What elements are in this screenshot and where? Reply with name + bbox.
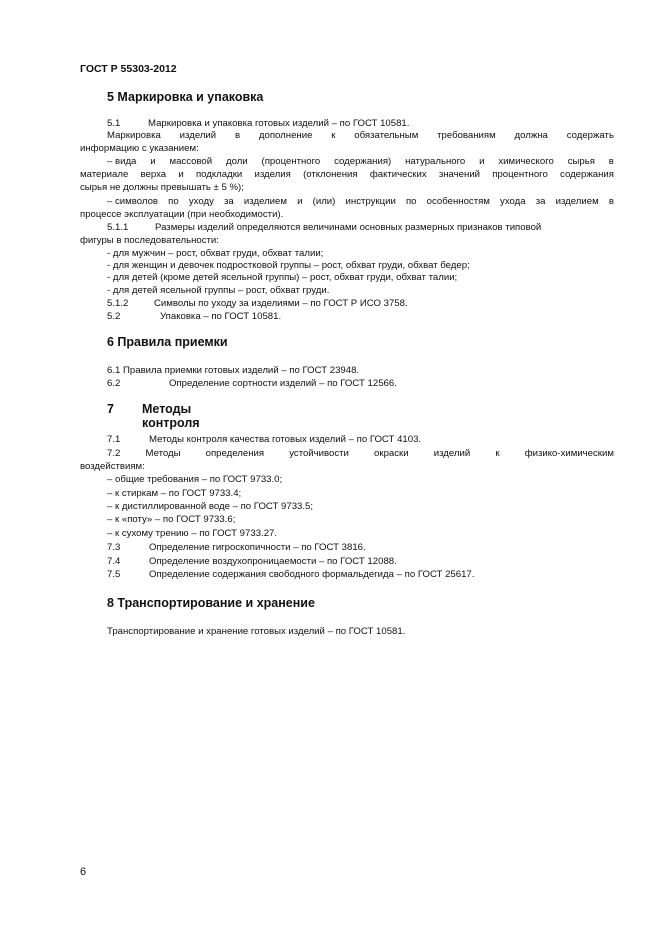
word: изделием — [243, 196, 287, 207]
word: химического — [498, 156, 554, 167]
word: подкладки — [195, 169, 243, 180]
word: должна — [514, 130, 548, 141]
para-5-1-marking-line1 — [107, 129, 614, 142]
para-care-line2: процессе эксплуатации (при необходимости). — [80, 209, 284, 220]
para-7-4 — [107, 555, 397, 568]
word: (отклонения — [303, 169, 358, 180]
word: изделия — [254, 169, 291, 180]
word: за — [224, 196, 234, 207]
para-7-5 — [107, 568, 475, 581]
list-item: - для детей (кроме детей ясельной группы) – рост, обхват груди, обхват талии; — [107, 272, 458, 283]
list-item: - для детей ясельной группы – рост, обхват груди. — [107, 285, 330, 296]
section-6-title: 6 Правила приемки — [107, 335, 228, 349]
word: и — [297, 196, 303, 207]
para-6-2 — [107, 377, 397, 390]
word: по — [168, 196, 179, 207]
list-item: - для женщин и девочек подростковой группы – рост, обхват груди, обхват бедер; — [107, 260, 470, 271]
word: определения — [205, 448, 265, 459]
para-fiber-line3: сырья не должны превышать ± 5 %); — [80, 182, 244, 193]
word: (процентного — [261, 156, 321, 167]
list-item: – к стиркам – по ГОСТ 9733.4; — [107, 488, 242, 499]
word: значений — [438, 169, 481, 180]
word: устойчивости — [289, 448, 349, 459]
para-text: Упаковка – по ГОСТ 10581. — [160, 311, 282, 322]
para-num: 5.1 — [107, 118, 121, 129]
para-text: Маркировка и упаковка готовых изделий – по ГОСТ 10581. — [148, 118, 410, 129]
para-5-2 — [107, 310, 282, 323]
word: требованиям — [437, 130, 496, 141]
para-num: 6.2 — [107, 378, 121, 389]
section-num: 7 — [107, 402, 114, 416]
word: окраски — [374, 448, 409, 459]
word: дополнение — [258, 130, 313, 141]
word: к — [495, 448, 500, 459]
word: доли — [225, 156, 248, 167]
para-8-1: Транспортирование и хранение готовых изделий – по ГОСТ 10581. — [107, 626, 406, 637]
para-text: Определение сортности изделий – по ГОСТ 12566. — [169, 378, 397, 389]
word: массовой — [169, 156, 213, 167]
para-num: 7.1 — [107, 434, 121, 445]
para-6-1: 6.1 Правила приемки готовых изделий – по ГОСТ 23948. — [107, 365, 360, 376]
word: изделием — [555, 196, 599, 207]
word: изделий — [433, 448, 471, 459]
para-7-2-line1 — [107, 447, 614, 460]
para-5-1-1 — [107, 221, 542, 234]
word: в — [234, 130, 241, 141]
word: Методы — [145, 448, 181, 459]
para-num: 5.1.2 — [107, 298, 129, 309]
para-text: Определение гигроскопичности – по ГОСТ 3816. — [149, 542, 366, 553]
para-num: 5.2 — [107, 311, 121, 322]
word: и — [178, 169, 184, 180]
para-num: 5.1.1 — [107, 222, 129, 233]
word: Маркировка — [107, 130, 161, 141]
section-8-title: 8 Транспортирование и хранение — [107, 596, 315, 610]
list-item: – к сухому трению – по ГОСТ 9733.27. — [107, 528, 278, 539]
section-7-title — [107, 402, 200, 430]
word: в — [608, 196, 614, 207]
word: ухода — [500, 196, 526, 207]
para-text: Методы контроля качества готовых изделий – по ГОСТ 4103. — [149, 434, 422, 445]
section-text: Методы контроля — [142, 402, 200, 430]
word: – символов — [107, 196, 159, 207]
list-item: – к дистиллированной воде – по ГОСТ 9733.5; — [107, 501, 314, 512]
word: фактических — [369, 169, 427, 180]
word: и — [479, 156, 485, 167]
word: особенностям — [426, 196, 490, 207]
word: материале — [80, 169, 129, 180]
para-text: Определение воздухопроницаемости – по ГОСТ 12088. — [149, 556, 397, 567]
word: физико-химическим — [524, 448, 614, 459]
para-text: Символы по уходу за изделиями – по ГОСТ Р ИСО 3758. — [154, 298, 408, 309]
word: обязательным — [354, 130, 419, 141]
word: содержания — [560, 169, 614, 180]
word: за — [535, 196, 546, 207]
para-7-3 — [107, 541, 366, 554]
word: инструкции — [345, 196, 396, 207]
para-5-1-marking-line2: информацию с указанием: — [80, 143, 199, 154]
section-5-title: 5 Маркировка и упаковка — [107, 90, 264, 104]
word: изделий — [179, 130, 217, 141]
para-5-1-2 — [107, 297, 408, 310]
word: – вида — [107, 156, 137, 167]
word: (или) — [312, 196, 336, 207]
list-item: – общие требования – по ГОСТ 9733.0; — [107, 474, 283, 485]
para-num: 7.3 — [107, 542, 121, 553]
list-item: - для мужчин – рост, обхват груди, обхват талии; — [107, 248, 324, 259]
word: уходу — [188, 196, 214, 207]
para-fiber-line1 — [107, 155, 614, 168]
para-num: 7.4 — [107, 556, 121, 567]
para-text: Размеры изделий определяются величинами основных размерных признаков типовой — [155, 222, 542, 233]
page-number: 6 — [80, 866, 87, 878]
word: содержания) — [334, 156, 392, 167]
para-7-2-line2: воздействиям: — [80, 461, 145, 472]
para-care-line1 — [107, 195, 614, 208]
para-num: 7.5 — [107, 569, 121, 580]
word: содержать — [566, 130, 614, 141]
para-7-1 — [107, 433, 422, 446]
list-item: – к «поту» – по ГОСТ 9733.6; — [107, 514, 236, 525]
para-5-1-1-line2: фигуры в последовательности: — [80, 235, 219, 246]
para-fiber-line2 — [80, 168, 614, 181]
para-text: Определение содержания свободного формальдегида – по ГОСТ 25617. — [149, 569, 475, 580]
word: 7.2 — [107, 448, 121, 459]
doc-header: ГОСТ Р 55303-2012 — [80, 63, 177, 75]
word: сырья — [567, 156, 595, 167]
word: натурального — [405, 156, 466, 167]
word: процентного — [492, 169, 548, 180]
word: и — [150, 156, 156, 167]
word: в — [608, 156, 614, 167]
word: верха — [140, 169, 167, 180]
word: по — [405, 196, 417, 207]
word: к — [331, 130, 336, 141]
